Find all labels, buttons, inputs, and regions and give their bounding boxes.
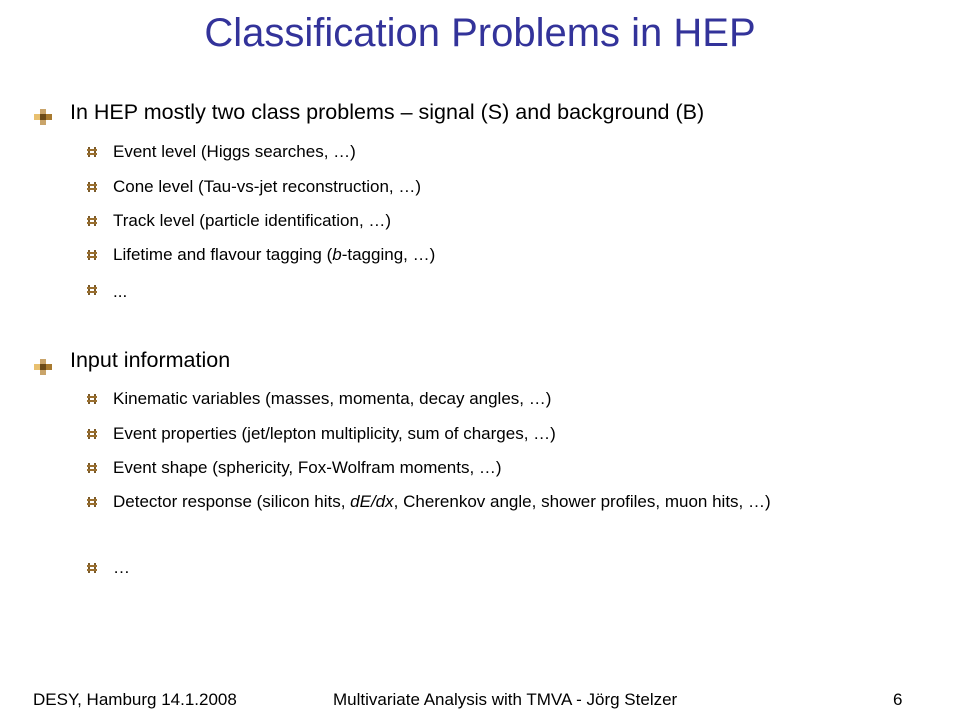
- list-item-track-level: Track level (particle identification, …): [113, 211, 392, 230]
- list-item-cone-level: Cone level (Tau-vs-jet reconstruction, …): [113, 177, 422, 196]
- list-item-event-shape: Event shape (sphericity, Fox-Wolfram moments, …): [113, 458, 502, 477]
- lifetime-text-italic: b: [332, 245, 342, 264]
- footer-page-number: 6: [893, 690, 903, 709]
- hash-bullet-icon: [86, 249, 98, 261]
- hash-bullet-icon: [86, 462, 98, 474]
- hash-bullet-icon: [86, 496, 98, 508]
- hash-bullet-icon: [86, 428, 98, 440]
- detector-text-italic: dE/dx: [350, 492, 394, 511]
- hash-bullet-icon: [86, 562, 98, 574]
- list-item-detector-response: [113, 490, 903, 514]
- list-item-ellipsis: ...: [113, 282, 128, 301]
- hash-bullet-icon: [86, 181, 98, 193]
- list-item-event-level: Event level (Higgs searches, …): [113, 142, 356, 161]
- lifetime-text-end: -tagging, …): [341, 245, 436, 264]
- footer-talk-title: Multivariate Analysis with TMVA - Jörg Stelzer: [333, 690, 678, 709]
- hash-bullet-icon: [86, 393, 98, 405]
- slide-title: Classification Problems in HEP: [204, 11, 756, 55]
- list-item-kinematic-variables: Kinematic variables (masses, momenta, decay angles, …): [113, 389, 552, 408]
- list-item-ellipsis-2: …: [113, 558, 130, 577]
- section-heading-input-information: Input information: [70, 348, 231, 372]
- list-item-event-properties: Event properties (jet/lepton multiplicity, sum of charges, …): [113, 424, 556, 443]
- hash-bullet-icon: [86, 284, 98, 296]
- section-heading-two-class: In HEP mostly two class problems – signal (S) and background (B): [70, 100, 705, 124]
- orange-cross-bullet-icon: [33, 109, 53, 125]
- detector-text-start: Detector response (silicon hits,: [113, 492, 351, 511]
- lifetime-text-start: Lifetime and flavour tagging (: [113, 245, 333, 264]
- hash-bullet-icon: [86, 146, 98, 158]
- detector-text-end: , Cherenkov angle, shower profiles, muon hits, …): [393, 492, 771, 511]
- list-item-lifetime-tagging: [113, 243, 903, 267]
- hash-bullet-icon: [86, 215, 98, 227]
- orange-cross-bullet-icon: [33, 359, 53, 375]
- footer-venue-date: DESY, Hamburg 14.1.2008: [33, 690, 237, 709]
